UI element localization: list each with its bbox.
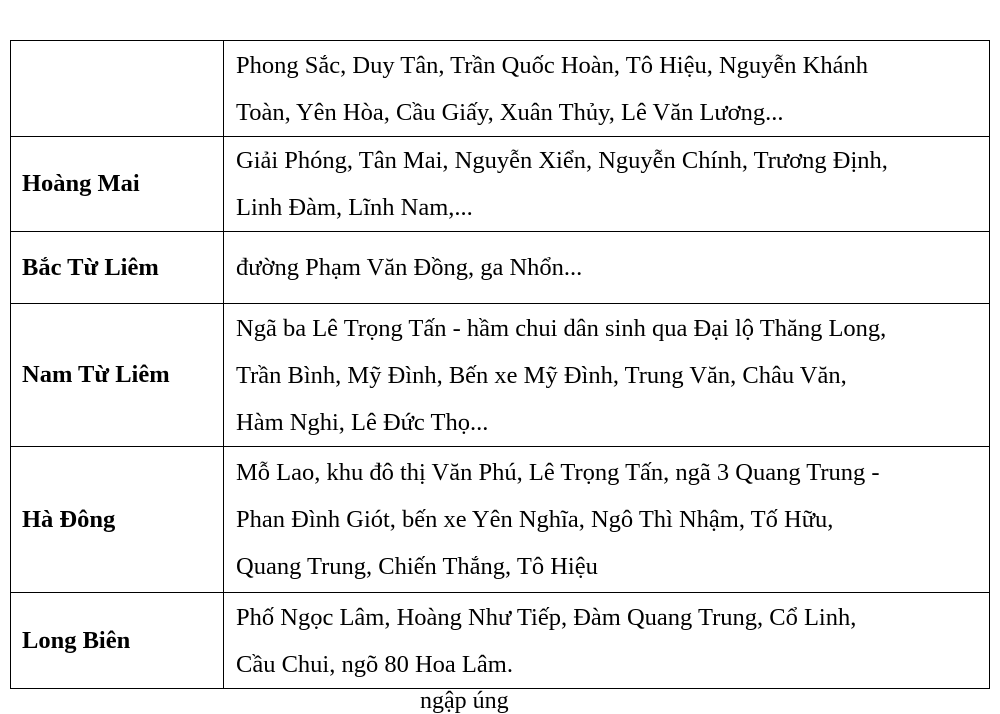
streets-list [224, 304, 990, 447]
table-row [11, 41, 990, 137]
table-row [11, 593, 990, 689]
streets-line: Giải Phóng, Tân Mai, Nguyễn Xiển, Nguyễn Chính, Trương Định, [236, 147, 888, 174]
table-row [11, 232, 990, 304]
streets-line: Phan Đình Giót, bến xe Yên Nghĩa, Ngô Thì Nhậm, Tố Hữu, [236, 506, 834, 533]
streets-line: Quang Trung, Chiến Thắng, Tô Hiệu [236, 553, 598, 580]
streets-list [224, 137, 990, 232]
streets-list [224, 593, 990, 689]
streets-line: Trần Bình, Mỹ Đình, Bến xe Mỹ Đình, Trung Văn, Châu Văn, [236, 361, 847, 389]
district-name [11, 41, 224, 137]
table-row [11, 304, 990, 447]
streets-list [224, 232, 990, 304]
document-page [10, 40, 990, 689]
streets-line: Linh Đàm, Lĩnh Nam,... [236, 194, 473, 221]
streets-line: Toàn, Yên Hòa, Cầu Giấy, Xuân Thủy, Lê Văn Lương... [236, 98, 784, 126]
streets-line: Cầu Chui, ngõ 80 Hoa Lâm. [236, 650, 513, 678]
district-name: Nam Từ Liêm [11, 304, 224, 447]
streets-line: Mỗ Lao, khu đô thị Văn Phú, Lê Trọng Tấn, ngã 3 Quang Trung - [236, 459, 880, 486]
streets-line: Ngã ba Lê Trọng Tấn - hầm chui dân sinh qua Đại lộ Thăng Long, [236, 314, 887, 342]
district-name: Hoàng Mai [11, 137, 224, 232]
streets-line: đường Phạm Văn Đồng, ga Nhổn... [236, 254, 583, 281]
streets-line: Hàm Nghi, Lê Đức Thọ... [236, 408, 489, 436]
streets-list [224, 447, 990, 593]
district-name: Bắc Từ Liêm [11, 232, 224, 304]
table-row [11, 447, 990, 593]
district-name: Long Biên [11, 593, 224, 689]
streets-line: Phong Sắc, Duy Tân, Trần Quốc Hoàn, Tô Hiệu, Nguyễn Khánh [236, 51, 868, 79]
district-name: Hà Đông [11, 447, 224, 593]
cropped-caption-fragment: ngập úng [420, 688, 509, 714]
streets-list [224, 41, 990, 137]
table-row [11, 137, 990, 232]
flood-locations-table [10, 40, 990, 689]
streets-line: Phố Ngọc Lâm, Hoàng Như Tiếp, Đàm Quang Trung, Cổ Linh, [236, 603, 857, 631]
